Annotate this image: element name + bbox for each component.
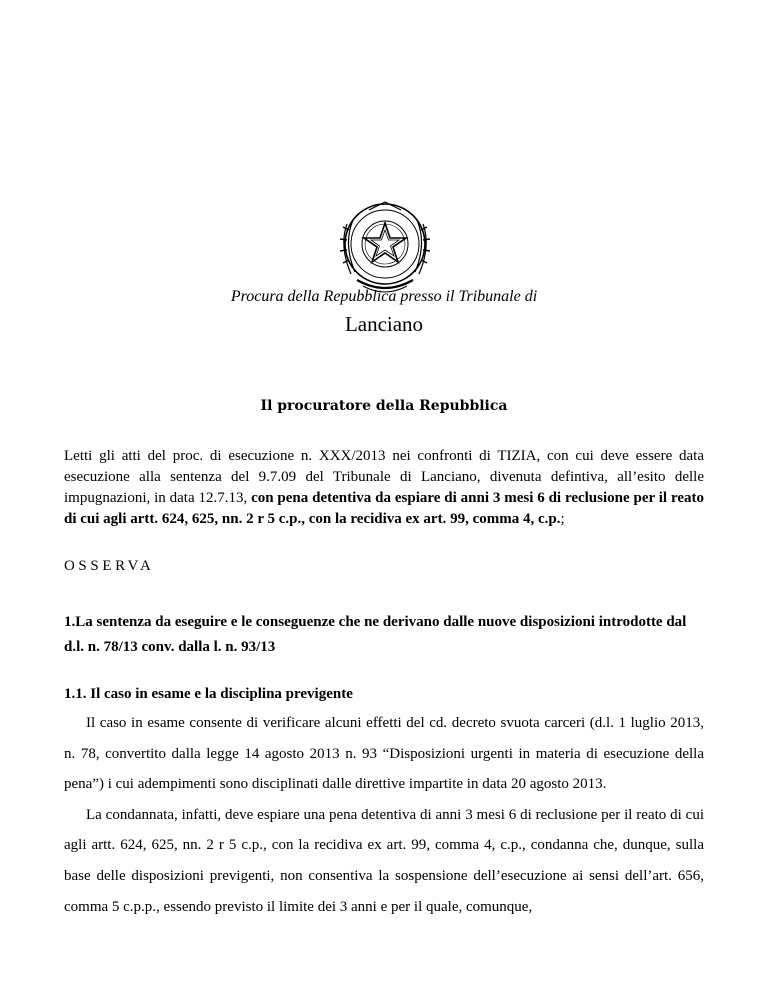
osserva-heading: OSSERVA [64, 558, 155, 574]
paragraph-2: La condannata, infatti, deve espiare una pena detentiva di anni 3 mesi 6 di reclusione per il reato di cui agli artt. 624, 625, nn. 2 r 5 c.p., con la recidiva ex art. 99, comma 4, c.p., condanna che, dunque, sulla base delle disposizioni previgenti, non consentiva la sospensione dell’esecuzione ai sensi dell’art. 656, comma 5 c.p.p., essendo previsto il limite dei 3 anni e per il quale, comunque, [64, 806, 704, 915]
prosecutor-title: Il procuratore della Repubblica [260, 398, 508, 414]
intro-end: ; [560, 511, 565, 527]
section-1-1-heading: 1.1. Il caso in esame e la disciplina previgente [64, 686, 353, 702]
office-name: Procura della Repubblica presso il Tribunale di [230, 288, 538, 305]
section-1-1-body [64, 708, 704, 922]
intro-bold: con pena detentiva da espiare di anni 3 mesi 6 di reclusione per il reato di cui agli artt. 624, 625, nn. 2 r 5 c.p., con la recidiva ex art. 99, comma 4, c.p. [64, 490, 704, 527]
city-name: Lanciano [344, 312, 424, 336]
section-1-heading: 1.La sentenza da eseguire e le conseguenze che ne derivano dalle nuove disposizioni introdotte dal d.l. n. 78/13 conv. dalla l. n. 93/13 [64, 614, 687, 655]
italian-republic-emblem-icon [327, 186, 443, 302]
paragraph-1: Il caso in esame consente di verificare alcuni effetti del cd. decreto svuota carceri (d.l. 1 luglio 2013, n. 78, convertito dalla legge 14 agosto 2013 n. 93 “Disposizioni urgenti in materia di esecuzione della pena”) i cui adempimenti sono disciplinati dalle direttive impartite in data 20 agosto 2013. [64, 715, 704, 793]
intro-text: Letti gli atti del proc. di esecuzione n. XXX/2013 nei confronti di TIZIA, con cui deve essere data esecuzione alla sentenza del 9.7.09 del Tribunale di Lanciano, divenuta defintiva, all’esito delle impugnazioni, in data 12.7.13, [64, 448, 704, 506]
intro-paragraph [64, 446, 704, 530]
